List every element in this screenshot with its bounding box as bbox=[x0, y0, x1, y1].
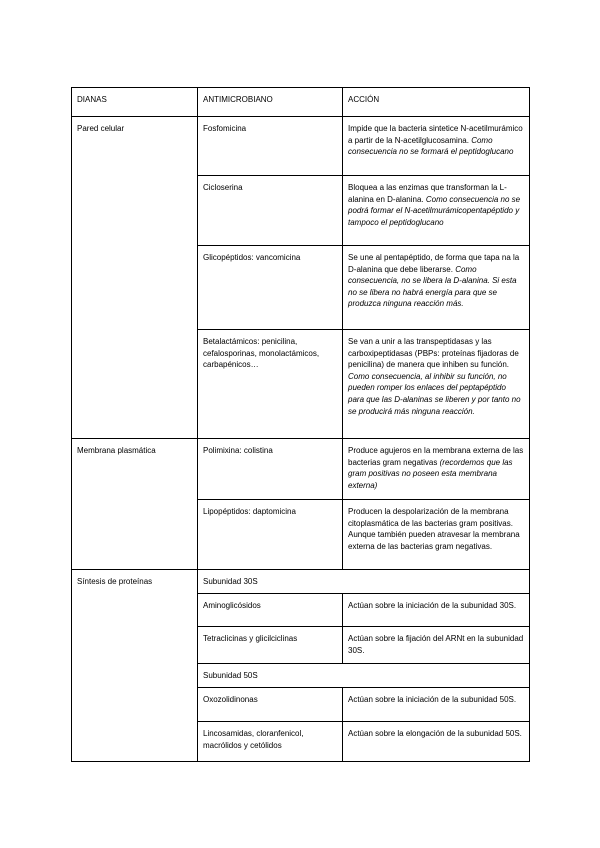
header-row bbox=[72, 88, 530, 117]
drug-cell: Aminoglicósidos bbox=[198, 594, 343, 627]
drug-cell: Cicloserina bbox=[198, 176, 343, 246]
action-cell: Actúan sobre la iniciación de la subunidad 50S. bbox=[343, 688, 530, 722]
action-cell: Actúan sobre la elongación de la subunidad 50S. bbox=[343, 722, 530, 762]
drug-cell: Fosfomicina bbox=[198, 117, 343, 176]
header-accion: ACCIÓN bbox=[343, 88, 530, 117]
action-cell: Actúan sobre la fijación del ARNt en la subunidad 30S. bbox=[343, 627, 530, 664]
drug-cell: Lipopéptidos: daptomicina bbox=[198, 500, 343, 570]
table-row bbox=[72, 439, 530, 500]
diana-cell: Membrana plasmática bbox=[72, 439, 198, 570]
drug-cell: Polimixina: colistina bbox=[198, 439, 343, 500]
drug-cell: Tetraclicinas y glicilciclinas bbox=[198, 627, 343, 664]
diana-cell: Pared celular bbox=[72, 117, 198, 439]
drug-cell: Glicopéptidos: vancomicina bbox=[198, 246, 343, 330]
action-cell: Actúan sobre la iniciación de la subunidad 30S. bbox=[343, 594, 530, 627]
drug-cell: Lincosamidas, cloranfenicol, macrólidos y cetólidos bbox=[198, 722, 343, 762]
action-cell: Se van a unir a las transpeptidasas y las carboxipeptidasas (PBPs: proteínas fijadoras de penicilina) de manera que inhiben su función. Como consecuencia, al inhibir su función, no pueden romper los enlaces del peptapéptido para que las D-alaninas se liberen y por tanto no se producirá más ninguna reacción. bbox=[343, 330, 530, 439]
action-cell: Impide que la bacteria sintetice N-acetilmurámico a partir de la N-acetilglucosamina. Como consecuencia no se formará el peptidoglucano bbox=[343, 117, 530, 176]
header-dianas: DIANAS bbox=[72, 88, 198, 117]
table-row bbox=[72, 570, 530, 594]
subunit-30s-cell: Subunidad 30S bbox=[198, 570, 530, 594]
action-cell: Se une al pentapéptido, de forma que tapa na la D-alanina que debe liberarse. Como consecuencia, no se libera la D-alanina. Si esta no se libera no habrá energía para que se produzca ninguna reacción más. bbox=[343, 246, 530, 330]
drug-cell: Betalactámicos: penicilina, cefalosporinas, monolactámicos, carbapénicos… bbox=[198, 330, 343, 439]
header-antimicrobiano: ANTIMICROBIANO bbox=[198, 88, 343, 117]
action-cell: Produce agujeros en la membrana externa de las bacterias gram negativas (recordemos que las gram positivas no poseen esta membrana externa) bbox=[343, 439, 530, 500]
action-cell: Producen la despolarización de la membrana citoplasmática de las bacterias gram positivas. Aunque también pueden atravesar la membrana externa de las bacterias gram negativas. bbox=[343, 500, 530, 570]
antimicrobial-table bbox=[71, 87, 530, 762]
table-row bbox=[72, 117, 530, 176]
diana-cell: Síntesis de proteínas bbox=[72, 570, 198, 762]
action-cell: Bloquea a las enzimas que transforman la L-alanina en D-alanina. Como consecuencia no se podrá formar el N-acetilmurámicopentapéptido y tampoco el peptidoglucano bbox=[343, 176, 530, 246]
drug-cell: Oxozolidinonas bbox=[198, 688, 343, 722]
subunit-50s-cell: Subunidad 50S bbox=[198, 664, 530, 688]
